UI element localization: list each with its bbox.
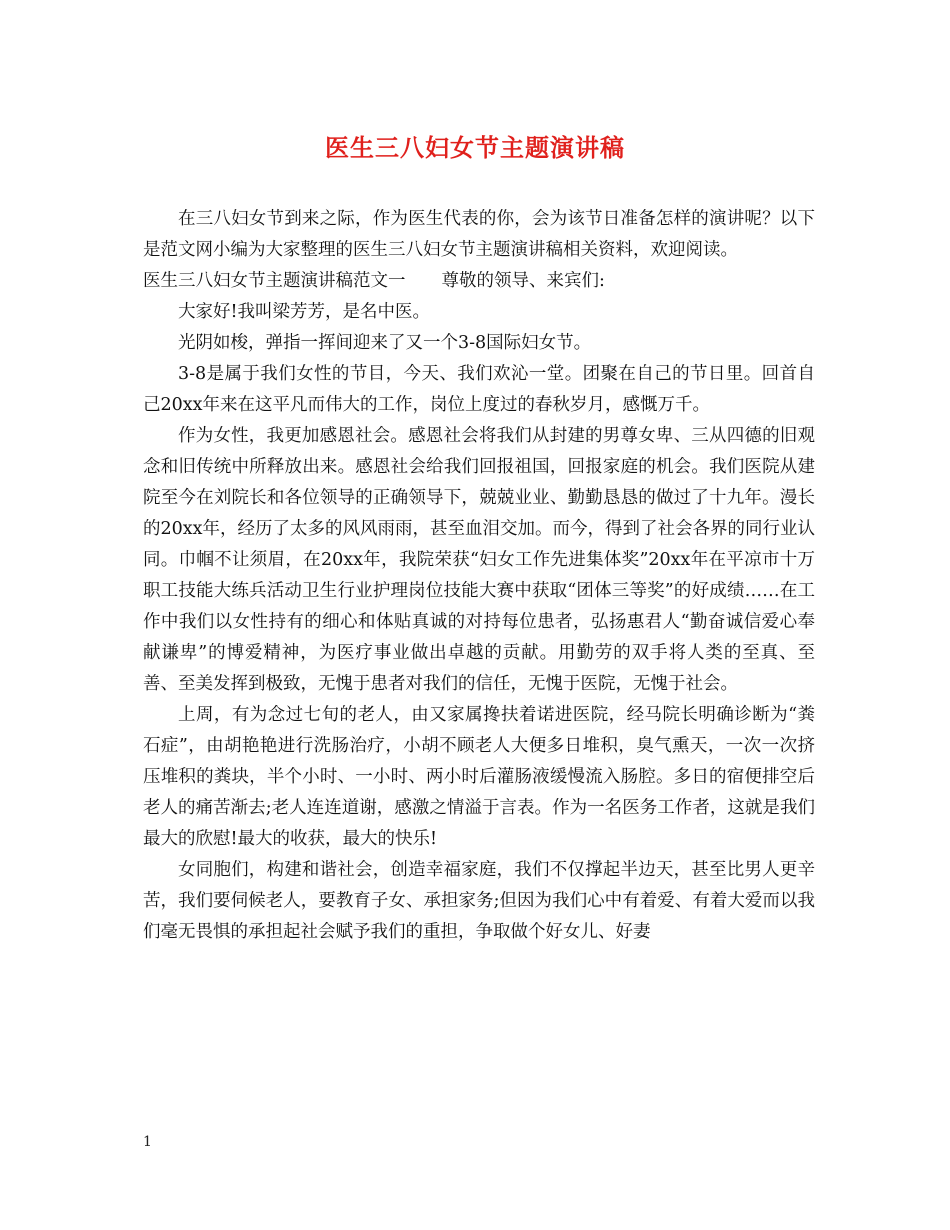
paragraph-greeting: 大家好!我叫梁芳芳，是名中医。 [178, 302, 431, 322]
heading-line [143, 266, 815, 297]
document-body [143, 204, 815, 948]
sample-heading: 医生三八妇女节主题演讲稿范文一 [143, 271, 406, 291]
document-title: 医生三八妇女节主题演讲稿 [325, 133, 625, 162]
paragraph-holiday: 光阴如梭，弹指一挥间迎来了又一个3-8国际妇女节。 [178, 333, 592, 353]
page-number: 1 [143, 1134, 152, 1150]
paragraph-gratitude: 作为女性，我更加感恩社会。感恩社会将我们从封建的男尊女卑、三从四德的旧观念和旧传统中所释放出来。感恩社会给我们回报祖国，回报家庭的机会。我们医院从建院至今在刘院长和各位领导的正确领导下，兢兢业业、勤勤恳恳的做过了十九年。漫长的20xx年，经历了太多的风风雨雨，甚至血泪交加。而今，得到了社会各界的同行业认同。巾帼不让须眉，在20xx年，我院荣获“妇女工作先进集体奖”20xx年在平凉市十万职工技能大练兵活动卫生行业护理岗位技能大赛中获取“团体三等奖”的好成绩……在工作中我们以女性持有的细心和体贴真诚的对持每位患者，弘扬惠君人“勤奋诚信爱心奉献谦卑”的博爱精神，为医疗事业做出卓越的贡献。用勤劳的双手将人类的至真、至善、至美发挥到极致，无愧于患者对我们的信任，无愧于医院，无愧于社会。 [143, 426, 816, 694]
intro-paragraph: 在三八妇女节到来之际，作为医生代表的你，会为该节日准备怎样的演讲呢？以下是范文网小编为大家整理的医生三八妇女节主题演讲稿相关资料，欢迎阅读。 [143, 209, 815, 260]
paragraph-reflection: 3-8是属于我们女性的节目，今天、我们欢沁一堂。团聚在自己的节日里。回首自己20xx年来在这平凡而伟大的工作，岗位上度过的春秋岁月，感慨万千。 [143, 364, 815, 415]
paragraph-closing: 女同胞们，构建和谐社会，创造幸福家庭，我们不仅撑起半边天，甚至比男人更辛苦，我们要伺候老人，要教育子女、承担家务;但因为我们心中有着爱、有着大爱而以我们毫无畏惧的承担起社会赋予我们的重担，争取做个好女儿、好妻 [143, 860, 815, 942]
salutation: 尊敬的领导、来宾们: [441, 271, 605, 291]
paragraph-story: 上周，有为念过七旬的老人，由又家属搀扶着诺进医院，经马院长明确诊断为“粪石症”，由胡艳艳进行洗肠治疗，小胡不顾老人大便多日堆积，臭气熏天，一次一次挤压堆积的粪块，半个小时、一小时、两小时后灌肠液缓慢流入肠腔。多日的宿便排空后老人的痛苦渐去;老人连连道谢，感激之情溢于言表。作为一名医务工作者，这就是我们最大的欣慰!最大的收获，最大的快乐! [143, 705, 815, 849]
